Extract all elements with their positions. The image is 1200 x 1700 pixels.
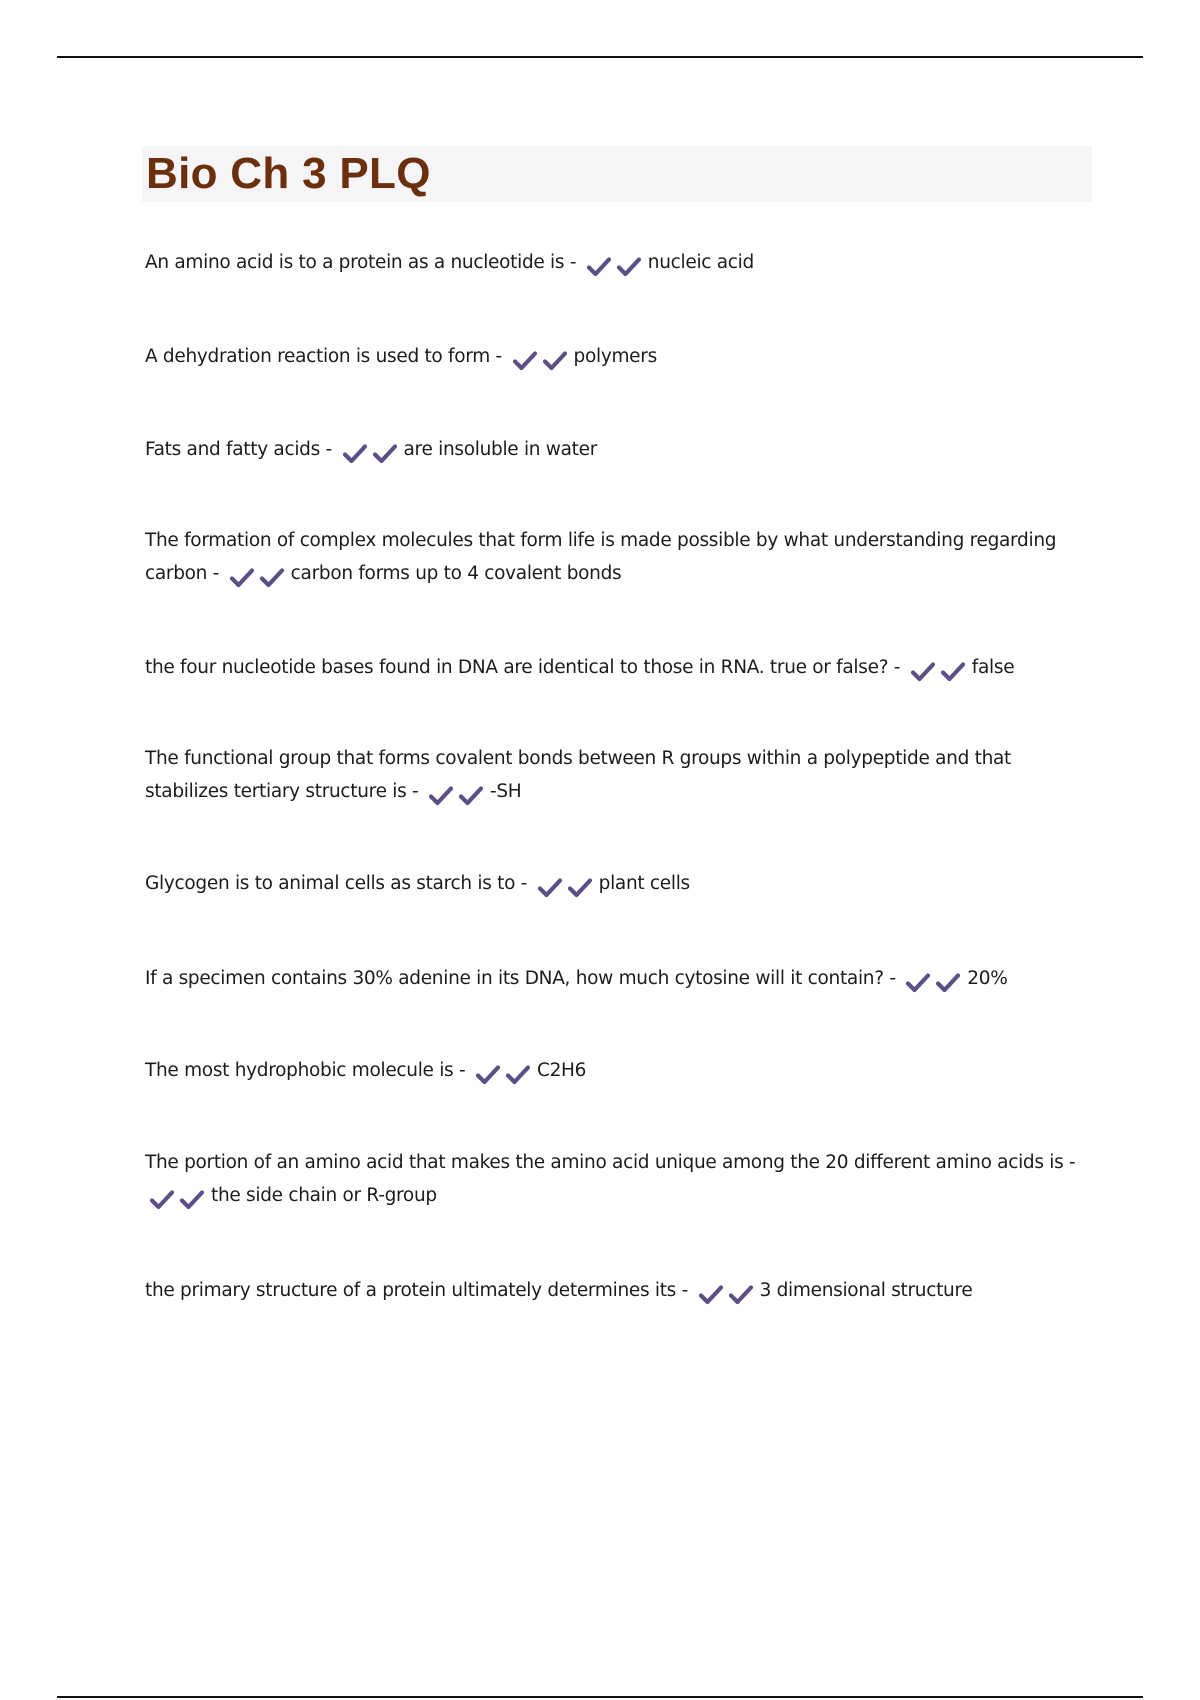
question-text: An amino acid is to a protein as a nucleotide is -: [145, 252, 577, 273]
document-title: Bio Ch 3 PLQ: [146, 149, 431, 198]
question-text: the primary structure of a protein ultimately determines its -: [145, 1280, 688, 1301]
answer-text: polymers: [573, 346, 657, 367]
check-mark-icon: [229, 567, 255, 589]
qa-item-8: [145, 962, 1085, 999]
check-marks: [342, 437, 402, 470]
question-text: If a specimen contains 30% adenine in its DNA, how much cytosine will it contain? -: [145, 968, 896, 989]
question-text: The formation of complex molecules that form life is made possible by what understanding regarding carbon -: [145, 530, 1057, 584]
check-marks: [229, 561, 289, 594]
answer-text: plant cells: [598, 873, 690, 894]
qa-item-10: [145, 1146, 1085, 1216]
check-marks: [475, 1058, 535, 1091]
check-mark-icon: [616, 256, 642, 278]
check-mark-icon: [935, 972, 961, 994]
check-marks: [905, 966, 965, 999]
check-mark-icon: [940, 661, 966, 683]
check-marks: [910, 655, 970, 688]
question-text: The functional group that forms covalent bonds between R groups within a polypeptide and that stabilizes tertiary structure is -: [145, 748, 1011, 802]
answer-text: C2H6: [536, 1060, 587, 1081]
check-marks: [586, 250, 646, 283]
check-mark-icon: [728, 1284, 754, 1306]
qa-item-3: [145, 433, 1085, 470]
qa-item-11: [145, 1274, 1085, 1311]
check-mark-icon: [512, 350, 538, 372]
check-marks: [149, 1183, 209, 1216]
check-mark-icon: [698, 1284, 724, 1306]
qa-item-6: [145, 742, 1085, 812]
question-text: A dehydration reaction is used to form -: [145, 346, 502, 367]
check-marks: [428, 779, 488, 812]
question-text: the four nucleotide bases found in DNA are identical to those in RNA. true or false? -: [145, 657, 901, 678]
check-marks: [698, 1278, 758, 1311]
check-mark-icon: [428, 785, 454, 807]
question-text: The most hydrophobic molecule is -: [145, 1060, 466, 1081]
qa-item-5: [145, 651, 1085, 688]
answer-text: -SH: [489, 781, 522, 802]
answer-text: are insoluble in water: [403, 439, 598, 460]
check-marks: [512, 344, 572, 377]
check-mark-icon: [910, 661, 936, 683]
check-mark-icon: [905, 972, 931, 994]
question-text: Glycogen is to animal cells as starch is to -: [145, 873, 528, 894]
check-mark-icon: [505, 1064, 531, 1086]
check-mark-icon: [475, 1064, 501, 1086]
qa-item-9: [145, 1054, 1085, 1091]
question-text: Fats and fatty acids -: [145, 439, 332, 460]
answer-text: 20%: [967, 968, 1008, 989]
top-rule: [57, 56, 1143, 58]
check-mark-icon: [149, 1189, 175, 1211]
check-mark-icon: [542, 350, 568, 372]
check-mark-icon: [537, 877, 563, 899]
check-marks: [537, 871, 597, 904]
qa-item-1: [145, 246, 1085, 283]
qa-item-7: [145, 867, 1085, 904]
check-mark-icon: [342, 443, 368, 465]
qa-item-4: [145, 524, 1085, 594]
check-mark-icon: [458, 785, 484, 807]
check-mark-icon: [586, 256, 612, 278]
check-mark-icon: [372, 443, 398, 465]
check-mark-icon: [179, 1189, 205, 1211]
answer-text: 3 dimensional structure: [759, 1280, 973, 1301]
bottom-rule: [57, 1696, 1143, 1698]
check-mark-icon: [567, 877, 593, 899]
answer-text: carbon forms up to 4 covalent bonds: [290, 563, 622, 584]
answer-text: nucleic acid: [647, 252, 754, 273]
check-mark-icon: [259, 567, 285, 589]
question-text: The portion of an amino acid that makes the amino acid unique among the 20 different amino acids is -: [145, 1152, 1076, 1173]
qa-item-2: [145, 340, 1085, 377]
answer-text: the side chain or R-group: [211, 1185, 437, 1206]
answer-text: false: [971, 657, 1015, 678]
